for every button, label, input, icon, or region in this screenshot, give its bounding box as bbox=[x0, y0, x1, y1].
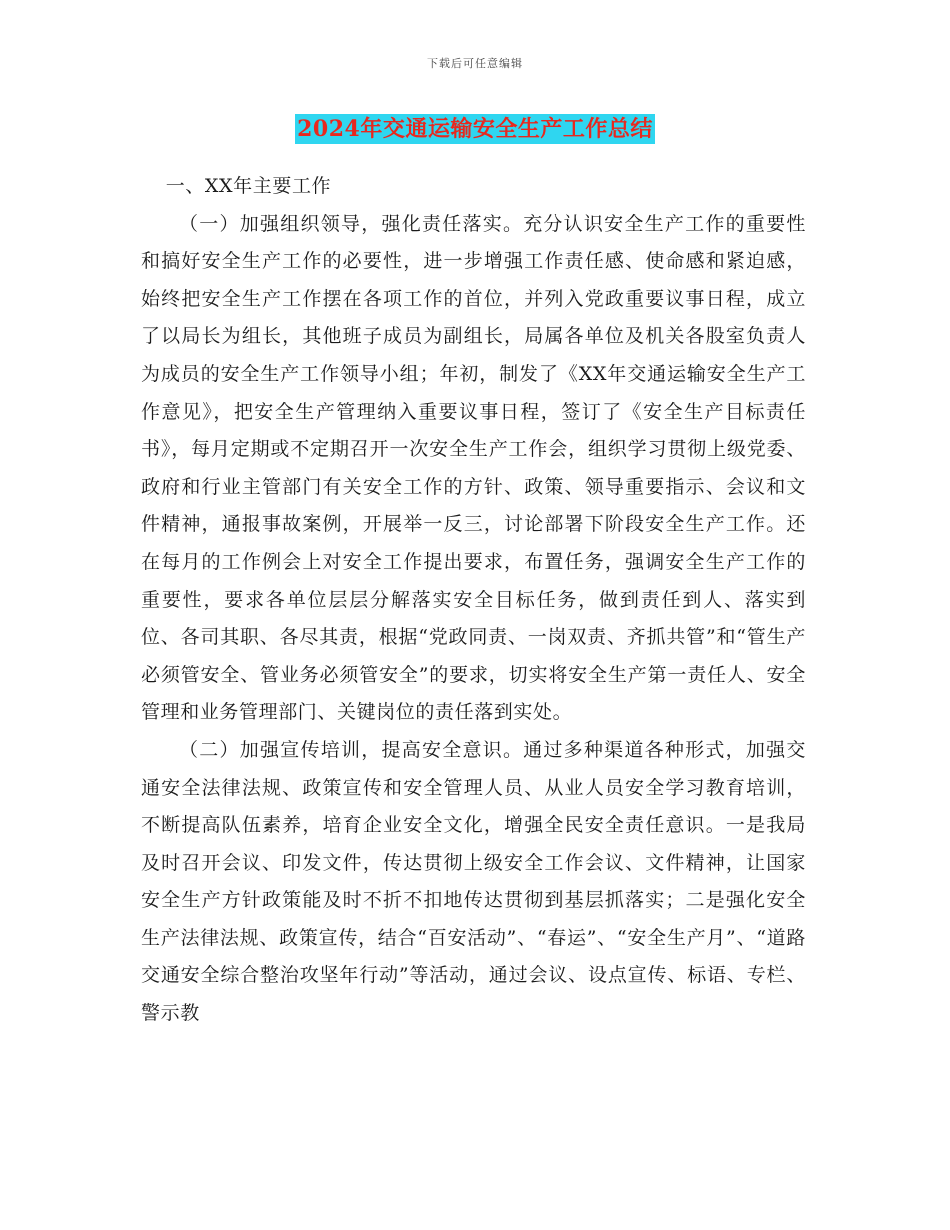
document-body bbox=[141, 168, 806, 1033]
title-container bbox=[0, 114, 950, 144]
section-heading: 一、XX年主要工作 bbox=[165, 175, 332, 197]
paragraph-1: （一）加强组织领导，强化责任落实。充分认识安全生产工作的重要性和搞好安全生产工作的必要性，进一步增强工作责任感、使命感和紧迫感，始终把安全生产工作摆在各项工作的首位，并列入党政重要议事日程，成立了以局长为组长，其他班子成员为副组长，局属各单位及机关各股室负责人为成员的安全生产工作领导小组；年初，制发了《XX年交通运输安全生产工作意见》，把安全生产管理纳入重要议事日程，签订了《安全生产目标责任书》，每月定期或不定期召开一次安全生产工作会，组织学习贯彻上级党委、政府和行业主管部门有关安全工作的方针、政策、领导重要指示、会议和文件精神，通报事故案例，开展举一反三，讨论部署下阶段安全生产工作。还在每月的工作例会上对安全工作提出要求，布置任务，强调安全生产工作的重要性，要求各单位层层分解落实安全目标任务，做到责任到人、落实到位、各司其职、各尽其责，根据“党政同责、一岗双责、齐抓共管”和“管生产必须管安全、管业务必须管安全”的要求，切实将安全生产第一责任人、安全管理和业务管理部门、关键岗位的责任落到实处。 bbox=[141, 212, 806, 724]
header-note: 下载后可任意编辑 bbox=[427, 57, 523, 70]
document-title: 2024年交通运输安全生产工作总结 bbox=[297, 116, 653, 142]
paragraph-2: （二）加强宣传培训，提高安全意识。通过多种渠道各种形式，加强交通安全法律法规、政策宣传和安全管理人员、从业人员安全学习教育培训，不断提高队伍素养，培育企业安全文化，增强全民安全责任意识。一是我局及时召开会议、印发文件，传达贯彻上级安全工作会议、文件精神，让国家安全生产方针政策能及时不折不扣地传达贯彻到基层抓落实；二是强化安全生产法律法规、政策宣传，结合“百安活动”、“春运”、“安全生产月”、“道路交通安全综合整治攻坚年行动”等活动，通过会议、设点宣传、标语、专栏、警示教 bbox=[141, 738, 806, 1025]
